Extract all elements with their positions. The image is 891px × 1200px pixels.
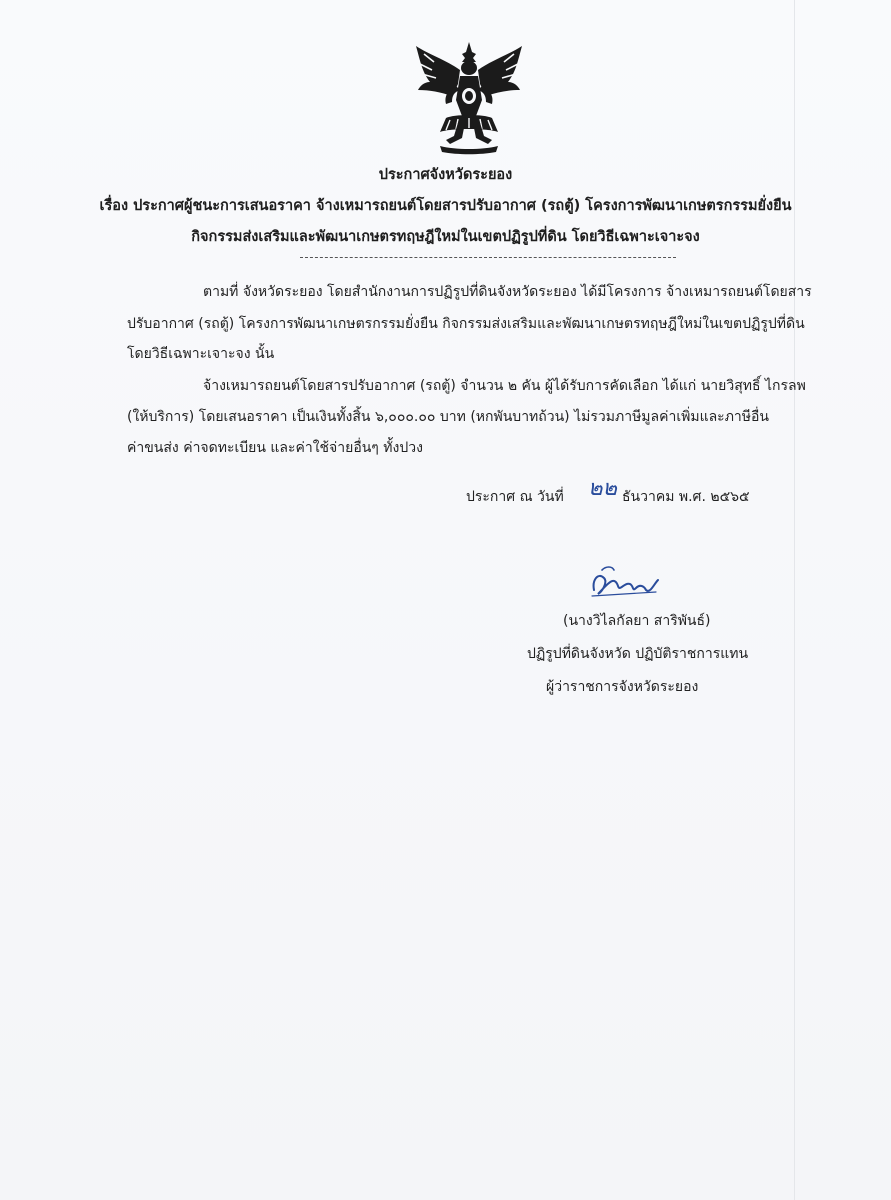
subject-line-2: กิจกรรมส่งเสริมและพัฒนาเกษตรทฤษฎีใหม่ในเขตปฏิรูปที่ดิน โดยวิธีเฉพาะเจาะจง <box>191 229 700 245</box>
signer-name: (นางวิไลกัลยา สาริพันธ์) <box>563 613 711 629</box>
handwritten-signature-icon <box>588 560 666 602</box>
paragraph-1-line-1: ตามที่ จังหวัดระยอง โดยสำนักงานการปฏิรูปที่ดินจังหวัดระยอง ได้มีโครงการ จ้างเหมารถยนต์โดยสาร <box>203 284 812 300</box>
paragraph-1-line-3: โดยวิธีเฉพาะเจาะจง นั้น <box>127 346 275 362</box>
paragraph-2-line-3: ค่าขนส่ง ค่าจดทะเบียน และค่าใช้จ่ายอื่นๆ ทั้งปวง <box>127 440 423 456</box>
paragraph-2-line-2: (ให้บริการ) โดยเสนอราคา เป็นเงินทั้งสิ้น ๖,๐๐๐.๐๐ บาท (หกพันบาทถ้วน) ไม่รวมภาษีมูลค่าเพิ่มและภาษีอื่น <box>127 409 769 425</box>
subject-line-1: เรื่อง ประกาศผู้ชนะการเสนอราคา จ้างเหมารถยนต์โดยสารปรับอากาศ (รถตู้) โครงการพัฒนาเกษตรกรรมยั่งยืน <box>99 198 792 214</box>
paragraph-1-line-2: ปรับอากาศ (รถตู้) โครงการพัฒนาเกษตรกรรมยั่งยืน กิจกรรมส่งเสริมและพัฒนาเกษตรทฤษฎีใหม่ในเขตปฏิรูปที่ดิน <box>127 316 805 332</box>
signer-position-line-1: ปฏิรูปที่ดินจังหวัด ปฏิบัติราชการแทน <box>527 646 749 662</box>
date-prefix: ประกาศ ณ วันที่ <box>466 489 564 505</box>
date-month-year: ธันวาคม พ.ศ. ๒๕๖๕ <box>622 489 750 505</box>
signer-position-line-2: ผู้ว่าราชการจังหวัดระยอง <box>546 679 699 695</box>
garuda-emblem-icon <box>410 40 528 156</box>
dashed-divider <box>300 257 676 258</box>
announcement-title: ประกาศจังหวัดระยอง <box>378 167 513 183</box>
date-day-handwritten: ๒๒ <box>588 476 618 501</box>
paragraph-2-line-1: จ้างเหมารถยนต์โดยสารปรับอากาศ (รถตู้) จำนวน ๒ คัน ผู้ได้รับการคัดเลือก ได้แก่ นายวิสุทธิ์ ไกรลพ <box>203 378 806 394</box>
